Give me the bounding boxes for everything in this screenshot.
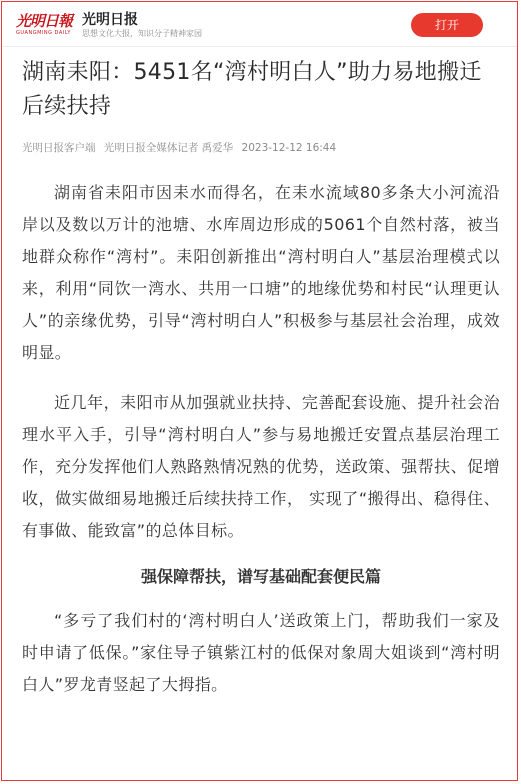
section-heading: 强保障帮扶，谱写基础配套便民篇: [140, 567, 381, 586]
article-title: 湖南耒阳：5451名“湾村明白人”助力易地搬迁后续扶持: [22, 60, 482, 119]
logo-script-text: 光明日報: [16, 12, 73, 30]
article-paragraph-quote: “多亏了我们村的‘湾村明白人’送政策上门，帮助我们一家及时申请了低保。”家住导子镇紫江村的低保对象周大姐谈到“湾村明白人”罗龙青竖起了大拇指。: [22, 611, 500, 694]
app-slogan: 思想文化大报，知识分子精神家园: [82, 29, 202, 38]
app-banner: [2, 2, 517, 47]
article: [22, 46, 500, 701]
logo-subtext: GUANGMING DAILY: [16, 30, 71, 36]
meta-datetime: 2023-12-12 16:44: [241, 142, 337, 154]
article-paragraph: 湖南省耒阳市因耒水而得名，在耒水流域80多条大小河流沿岸以及数以万计的池塘、水库周边形成的5061个自然村落，被当地群众称作“湾村”。耒阳创新推出“湾村明白人”基层治理模式以来，利用“同饮一湾水、共用一口塘”的地缘优势和村民“认理更认人”的亲缘优势，引导“湾村明白人”积极参与基层社会治理，成效明显。: [22, 183, 500, 362]
app-name: 光明日报: [82, 12, 138, 28]
open-app-button[interactable]: 打开: [411, 13, 483, 37]
meta-reporter: 光明日报全媒体记者 禹爱华: [103, 142, 234, 154]
meta-source: 光明日报客户端: [22, 142, 96, 154]
guangming-logo: [16, 8, 76, 40]
article-meta: [22, 140, 500, 155]
page-frame: [1, 1, 518, 781]
article-paragraph: 近几年，耒阳市从加强就业扶持、完善配套设施、提升社会治理水平入手，引导“湾村明白人”参与易地搬迁安置点基层治理工作，充分发挥他们人熟路熟情况熟的优势，送政策、强帮扶、促增收，做实做细易地搬迁后续扶持工作， 实现了“搬得出、稳得住、有事做、能致富”的总体目标。: [22, 393, 500, 540]
